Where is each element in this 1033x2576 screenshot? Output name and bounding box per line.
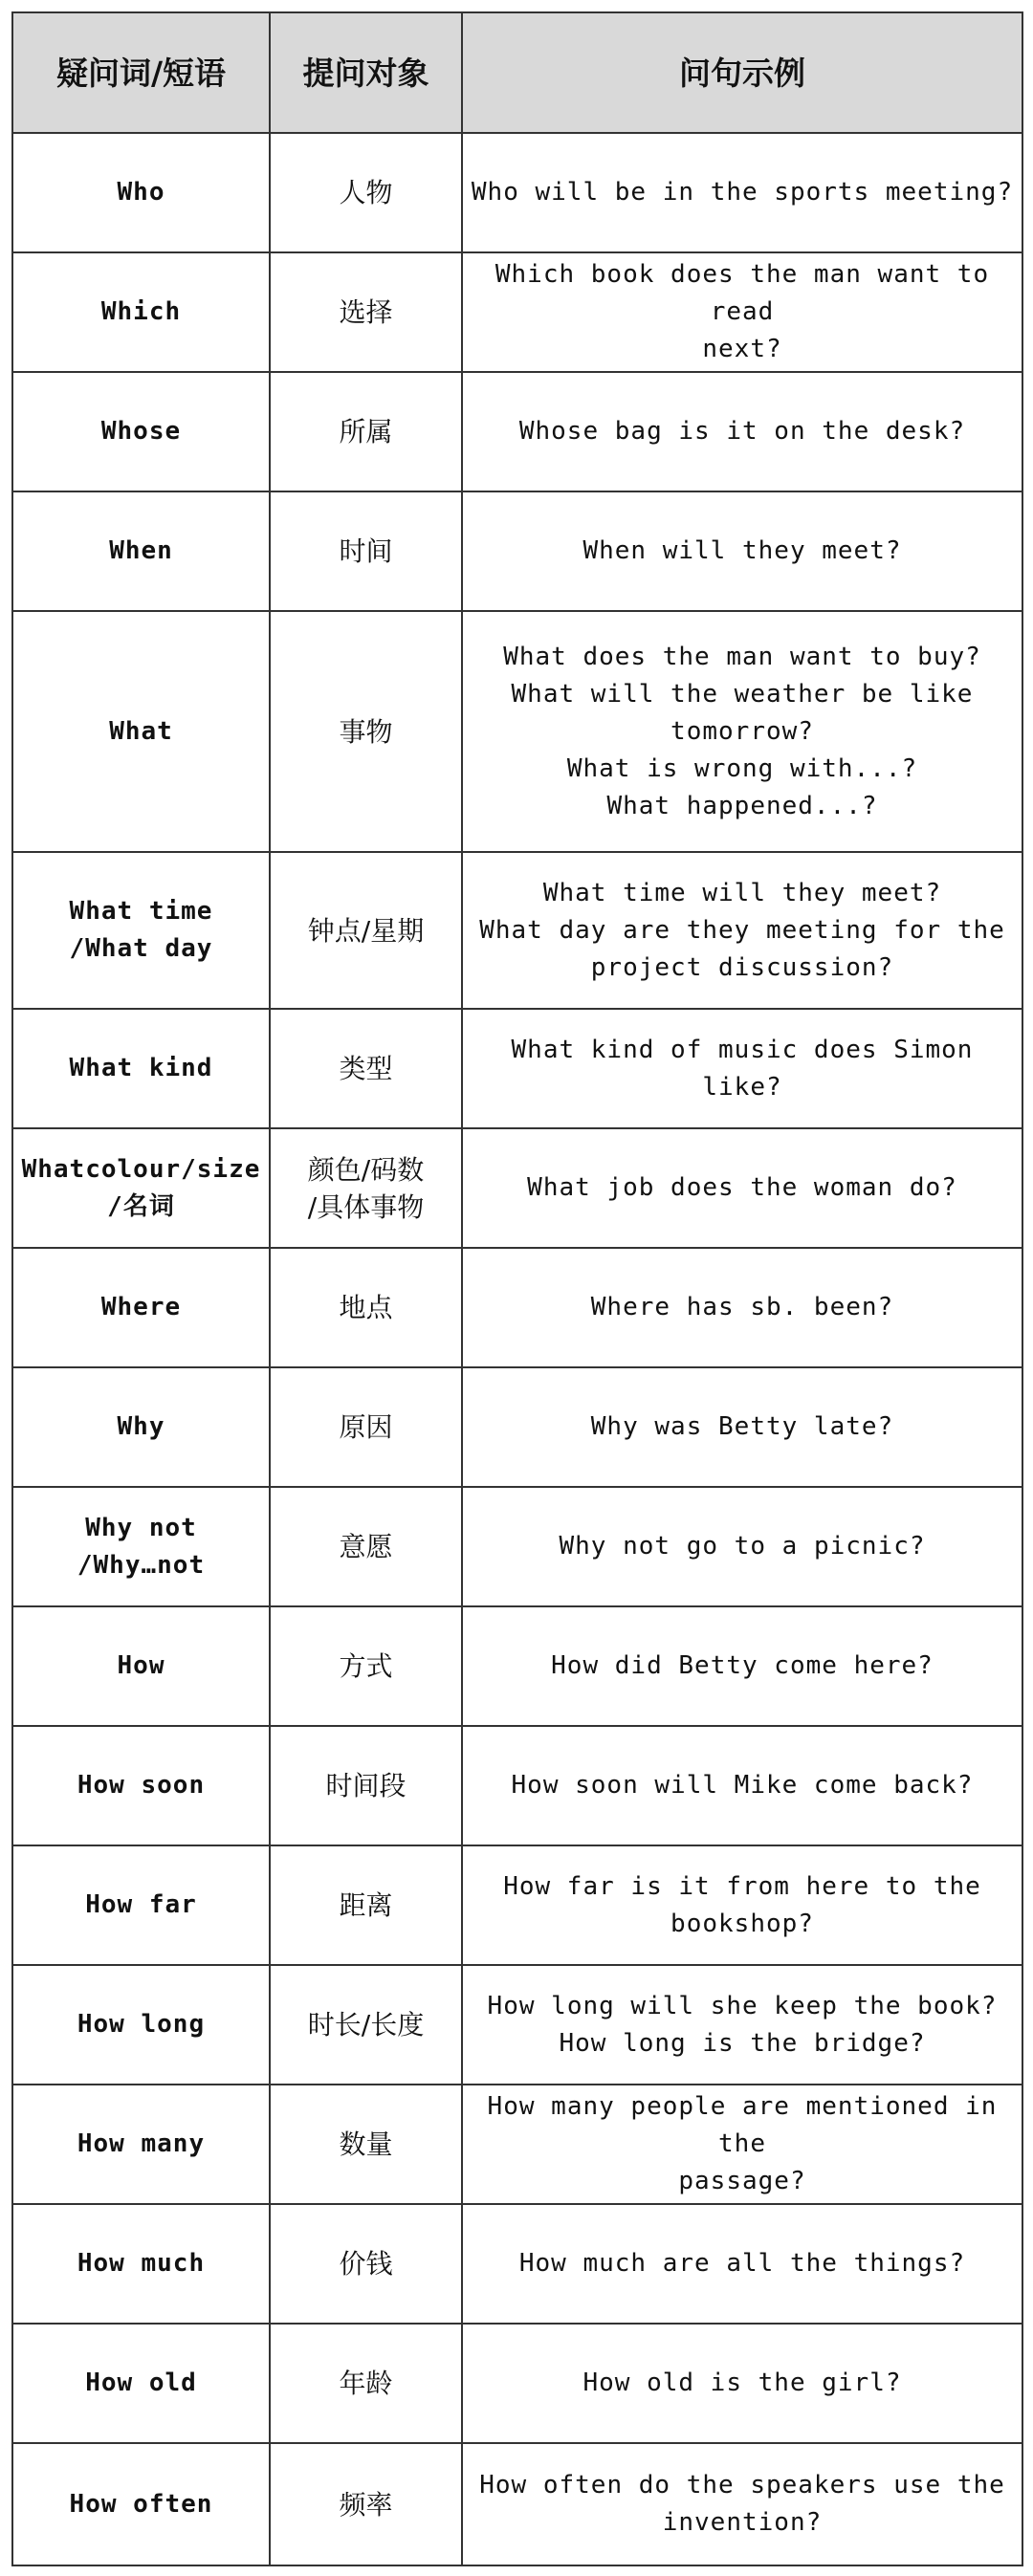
target-cell [270,1009,462,1128]
header-target: 提问对象 [270,12,462,133]
table-row [12,2204,1022,2324]
target-line: /具体事物 [307,1190,425,1223]
example-line: What will the weather be like [511,679,974,709]
example-cell [462,1128,1022,1248]
example-cell [462,1248,1022,1367]
example-cell [462,491,1022,611]
question-word-line: Why not [85,1513,197,1542]
question-word-line: How old [85,2369,197,2397]
target-line: 事物 [339,715,393,748]
target-cell [270,611,462,852]
question-word-line: /名词 [107,1191,175,1221]
example-cell [462,1606,1022,1726]
table-row [12,1487,1022,1606]
question-word-cell [12,852,270,1009]
example-cell [462,2324,1022,2443]
question-word-cell [12,372,270,491]
target-line: 方式 [339,1650,393,1682]
target-cell [270,372,462,491]
example-line: What time will they meet? [542,878,942,907]
example-line: How much are all the things? [518,2249,966,2278]
question-word-cell [12,1487,270,1606]
target-cell [270,252,462,372]
question-word-cell [12,133,270,252]
example-line: How soon will Mike come back? [511,1771,974,1800]
example-line: tomorrow? [670,716,814,746]
example-line: invention? [662,2508,823,2537]
target-cell [270,1726,462,1845]
target-line: 颜色/码数 [307,1153,425,1186]
target-cell [270,2324,462,2443]
target-cell [270,2443,462,2565]
example-line: How long is the bridge? [559,2028,926,2058]
example-line: Why was Betty late? [590,1412,894,1441]
example-line: What does the man want to buy? [503,642,981,671]
example-cell [462,2085,1022,2204]
question-word-cell [12,1726,270,1845]
example-line: Whose bag is it on the desk? [518,417,966,446]
example-cell [462,1487,1022,1606]
target-cell [270,133,462,252]
example-line: next? [702,335,782,363]
header-row [12,12,1022,133]
question-word-line: How [117,1651,165,1680]
target-cell [270,1606,462,1726]
target-cell [270,2085,462,2204]
target-cell [270,1487,462,1606]
example-line: What kind of music does Simon like? [511,1035,974,1102]
target-line: 地点 [339,1292,393,1323]
example-cell [462,133,1022,252]
question-word-cell [12,1128,270,1248]
question-word-line: How often [69,2489,213,2519]
example-cell [462,372,1022,491]
table-row [12,1367,1022,1487]
target-line: 时间段 [325,1770,407,1801]
header-example: 问句示例 [462,12,1022,133]
table-row [12,372,1022,491]
question-word-cell [12,1248,270,1367]
table-row [12,1606,1022,1726]
example-line: How did Betty come here? [551,1651,934,1680]
question-word-cell [12,1965,270,2085]
question-word-cell [12,2324,270,2443]
question-word-line: When [109,536,173,565]
question-word-line: How soon [77,1771,206,1800]
question-word-line: /What day [69,934,213,963]
example-line: What is wrong with...? [566,753,918,783]
table-body [12,133,1022,2565]
question-word-line: What time [69,897,213,926]
question-word-cell [12,611,270,852]
target-line: 意愿 [339,1531,393,1562]
header-question-word: 疑问词/短语 [12,12,270,133]
question-word-line: Which [100,297,182,326]
question-word-cell [12,491,270,611]
target-line: 类型 [339,1053,393,1084]
example-line: Which book does the man want to read [495,260,990,326]
question-word-line: How long [77,2010,206,2039]
example-line: project discussion? [590,952,894,982]
question-word-line: Who [117,178,165,207]
example-cell [462,2443,1022,2565]
target-line: 年龄 [339,2368,393,2399]
table-row [12,1009,1022,1128]
question-word-cell [12,1845,270,1965]
target-cell [270,1965,462,2085]
example-cell [462,252,1022,372]
target-line: 数量 [339,2128,393,2160]
target-cell [270,1367,462,1487]
example-line: What happened...? [606,791,878,820]
table-row [12,852,1022,1009]
target-cell [270,1128,462,1248]
example-cell [462,1367,1022,1487]
table-row [12,133,1022,252]
target-line: 价钱 [339,2248,393,2280]
question-word-cell [12,252,270,372]
table-row [12,1128,1022,1248]
example-line: How long will she keep the book? [487,1991,998,2020]
table-row [12,2443,1022,2565]
table-row [12,252,1022,372]
question-word-line: How many [77,2129,206,2158]
example-cell [462,1965,1022,2085]
example-line: Who will be in the sports meeting? [471,178,1014,207]
table-row [12,1726,1022,1845]
example-line: How many people are mentioned in the [487,2092,998,2158]
target-line: 所属 [339,416,393,448]
target-cell [270,1248,462,1367]
table-row [12,1248,1022,1367]
question-word-line: What kind [69,1054,213,1082]
question-word-cell [12,2204,270,2324]
table-row [12,1965,1022,2085]
target-line: 时长/长度 [307,2009,425,2041]
target-cell [270,2204,462,2324]
target-line: 频率 [339,2488,393,2521]
question-word-line: /Why…not [77,1550,206,1580]
target-line: 距离 [339,1889,393,1921]
target-line: 钟点/星期 [307,914,425,947]
question-words-table [11,11,1023,2566]
target-line: 原因 [339,1411,393,1443]
question-word-cell [12,1367,270,1487]
example-cell [462,1726,1022,1845]
question-word-line: Whatcolour/size [21,1154,261,1184]
question-word-cell [12,2085,270,2204]
example-line: bookshop? [670,1909,814,1938]
example-line: How far is it from here to the [503,1871,981,1901]
example-cell [462,2204,1022,2324]
target-cell [270,852,462,1009]
table-row [12,491,1022,611]
example-line: Why not go to a picnic? [559,1532,926,1561]
target-line: 选择 [339,296,393,328]
example-line: What day are they meeting for the [479,915,1005,945]
example-line: When will they meet? [582,536,902,565]
example-cell [462,1845,1022,1965]
table-row [12,2085,1022,2204]
example-line: passage? [678,2167,806,2195]
example-cell [462,1009,1022,1128]
target-line: 时间 [339,535,393,567]
target-line: 人物 [339,177,393,208]
example-line: What job does the woman do? [527,1173,957,1202]
question-word-line: How far [85,1890,197,1919]
target-cell [270,491,462,611]
table-row [12,2324,1022,2443]
example-cell [462,611,1022,852]
table-row [12,611,1022,852]
question-word-cell [12,1606,270,1726]
table-row [12,1845,1022,1965]
example-cell [462,852,1022,1009]
question-word-line: Whose [100,417,182,446]
question-word-line: How much [77,2249,206,2278]
target-cell [270,1845,462,1965]
example-line: Where has sb. been? [590,1293,894,1321]
example-line: How old is the girl? [582,2369,902,2397]
question-word-cell [12,1009,270,1128]
question-word-line: Where [100,1293,182,1321]
example-line: How often do the speakers use the [479,2471,1005,2500]
question-word-line: What [109,716,173,746]
question-word-line: Why [117,1412,165,1441]
question-word-cell [12,2443,270,2565]
